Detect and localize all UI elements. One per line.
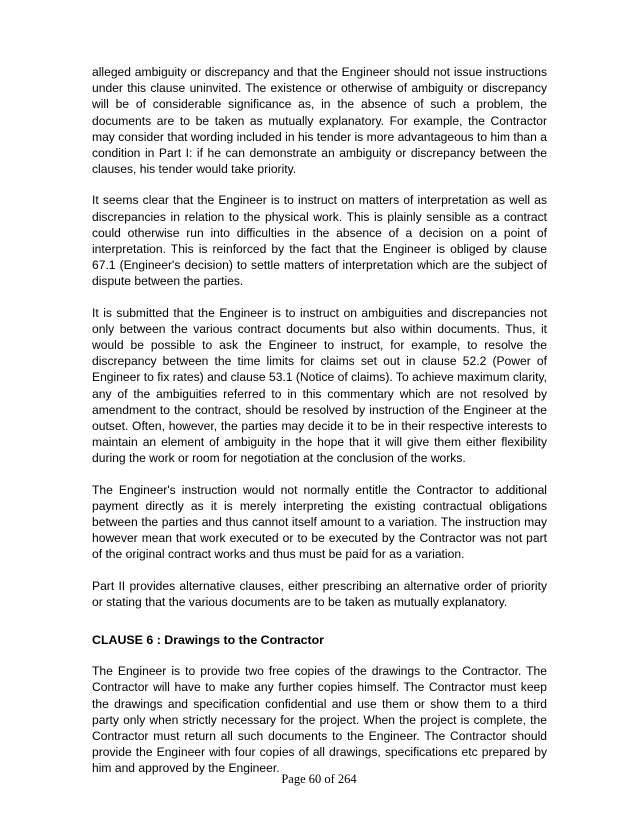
paragraph-interpretation: It seems clear that the Engineer is to instruct on matters of interpretation as well as discrepancies in relation to the physical work. This is plainly sensible as a contract could otherwise run into difficulties in the absence of a decision on a point of interpretation. This is reinforced by the fact that the Engineer is obliged by clause 67.1 (Engineer's decision) to settle matters of interpretation which are the subject of dispute between the parties.: [92, 193, 547, 289]
page-number-footer: Page 60 of 264: [281, 772, 357, 786]
paragraph-ambiguity-uninvited: alleged ambiguity or discrepancy and that the Engineer should not issue instructions under this clause uninvited. The existence or otherwise of ambiguity or discrepancy will be of considerable significance as, in the absence of such a problem, the documents are to be taken as mutually explanatory. For example, the Contractor may consider that wording included in his tender is more advantageous to him than a condition in Part I: if he can demonstrate an ambiguity or discrepancy between the clauses, his tender would take priority.: [92, 65, 547, 177]
section-heading-clause-6: CLAUSE 6 : Drawings to the Contractor: [92, 633, 324, 648]
paragraph-part-ii-alternatives: Part II provides alternative clauses, either prescribing an alternative order of priority or stating that the various documents are to be taken as mutually explanatory.: [92, 578, 547, 609]
document-page: [92, 64, 547, 792]
paragraph-additional-payment: The Engineer's instruction would not normally entitle the Contractor to additional payment directly as it is merely interpreting the existing contractual obligations between the parties and thus cannot itself amount to a variation. The instruction may however mean that work executed or to be executed by the Contractor was not part of the original contract works and thus must be paid for as a variation.: [92, 482, 547, 562]
paragraph-within-documents: It is submitted that the Engineer is to instruct on ambiguities and discrepancies not only between the various contract documents but also within documents. Thus, it would be possible to ask the Engineer to instruct, for example, to resolve the discrepancy between the time limits for claims set out in clause 52.2 (Power of Engineer to fix rates) and clause 53.1 (Notice of claims). To achieve maximum clarity, any of the ambiguities referred to in this commentary which are not resolved by amendment to the contract, should be resolved by instruction of the Engineer at the outset. Often, however, the parties may decide it to be in their respective interests to maintain an element of ambiguity in the hope that it will give them either flexibility during the work or room for negotiation at the conclusion of the works.: [92, 305, 547, 466]
paragraph-drawings: The Engineer is to provide two free copies of the drawings to the Contractor. The Contractor will have to make any further copies himself. The Contractor must keep the drawings and specification confidential and use them or show them to a third party only when strictly necessary for the project. When the project is complete, the Contractor must return all such documents to the Engineer. The Contractor should provide the Engineer with four copies of all drawings, specifications etc prepared by him and approved by the Engineer.: [92, 664, 547, 776]
